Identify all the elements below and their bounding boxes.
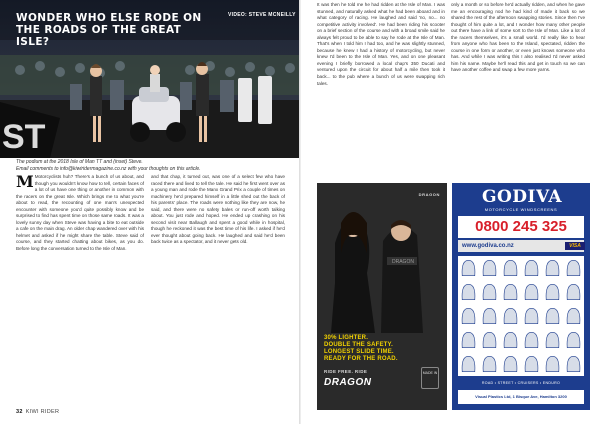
godiva-advert (452, 183, 590, 410)
page-footer (16, 409, 59, 415)
windscreen-thumbnail-28 (525, 356, 538, 371)
windscreen-thumbnail-1 (462, 260, 475, 275)
windscreen-thumbnail-12 (567, 284, 580, 299)
slogan-line-4: READY FOR THE ROAD. (324, 356, 398, 362)
godiva-phone: 0800 245 325 (458, 216, 584, 238)
windscreen-thumbnail-9 (504, 284, 517, 299)
windscreen-thumbnail-16 (525, 308, 538, 323)
windscreen-thumbnail-18 (567, 308, 580, 323)
right-body-column-2: only a month or so before he'd actually ridden, and when he gave me an encouraging nod he had kind of made it back so we shared the rest of the afternoon swapping stories. Since then I've thought of him quite a lot, and I wonder how many other people out there have a link of some sort to the Isle of Man. Like a lot of the racers themselves, it's a small world. I'd really like to hear from anyone who has been to the Island, spectated, ridden the course in one form or another, or even just knows someone who has. And while I was writing this I also realised I'd never asked him his name. Maybe he'll read this and get in touch so we can have another coffee and swap a few more yarns. (451, 2, 585, 73)
photo-credit: VIDEO: STEVE MCNEILLY (228, 12, 296, 18)
slogan-line-1: 30% LIGHTER. (324, 335, 369, 341)
windscreen-thumbnail-29 (546, 356, 559, 371)
windscreen-thumbnail-21 (504, 332, 517, 347)
dragon-slogan (324, 335, 414, 363)
windscreen-thumbnail-2 (483, 260, 496, 275)
windscreen-thumbnail-5 (546, 260, 559, 275)
dragon-logo-top: DRAGON (418, 192, 440, 197)
caption-line-1: The podium at the 2018 Isle of Man TT and (inset) Steve. (16, 159, 143, 165)
left-column-1-text: Motorcyclists huh? There's a bunch of us about, and though you wouldn't know how to tell, certain faces of a lot of us have one thing or another in common with the racers on the great Isle. Which brings me to what you're about to read, the recounting of one man's unexpected encounter with someone you'd quite possibly know and be surprised to find has spent time on those same roads. It was a lovely sunny day when Steve was having a bite to eat outside a cafe on the main drag. An older chap wandered over with his helmet and asked if he might share the table. Steve said of course, and they started chatting about bikes, as you do. Before long the conversation turned to the Isle of Man. (16, 174, 144, 252)
headline-line-2: THE ROADS OF THE GREAT ISLE? (16, 24, 182, 48)
svg-text:ST: ST (2, 118, 46, 156)
windscreen-thumbnail-4 (525, 260, 538, 275)
photo-caption (16, 159, 286, 173)
dragon-ride-free: RIDE FREE. RIDE (324, 369, 368, 374)
visa-logo: VISA (565, 242, 585, 250)
windscreen-thumbnail-19 (462, 332, 475, 347)
caption-line-2: Email comments to info@kiwiridermagazine.co.nz with your thoughts on this article. (16, 166, 201, 172)
godiva-address: Visual Plastics Ltd, 1 Bisque Ave, Hamilton 3200 (458, 390, 584, 404)
right-body-column-1: It was then he told me he had ridden at the Isle of Man. I was stunned, and naturally asked what he had been aboard and in what category of racing. He laughed and said 'no, no... no competitive activity involved'. He had been riding his scooter on a brief section of the course and with a broad smile said he always felt proud to be able to say he rode at the Isle of Man. That's when I told him I had too, and he was slightly stunned, because he knew I had a history of motorcycling, but never knew I'd been to the Isle of Man. Yes, and on one pleasant evening I briefly borrowed a local chap's 350 Ducati and ventured upon the circuit for about half a mile then took it back... to the pub where a bunch of us were swapping rich tales. (317, 2, 445, 86)
windscreen-thumbnail-6 (567, 260, 580, 275)
windscreen-thumbnail-25 (462, 356, 475, 371)
page-number: 32 (16, 409, 23, 415)
windscreen-thumbnail-17 (546, 308, 559, 323)
svg-text:DRAGON: DRAGON (392, 259, 414, 265)
windscreen-thumbnail-26 (483, 356, 496, 371)
windscreen-product-grid (458, 256, 584, 376)
windscreen-thumbnail-7 (462, 284, 475, 299)
godiva-categories: ROAD • STREET • CRUISERS • ENDURO (481, 381, 561, 385)
godiva-brand: GODIVA (481, 187, 563, 207)
dragon-brand: DRAGON (324, 377, 372, 388)
slogan-line-3: LONGEST SLIDE TIME. (324, 349, 394, 355)
magazine-name: KIWI RIDER (25, 409, 60, 415)
article-headline (16, 12, 206, 48)
left-body-column-1 (16, 174, 144, 253)
drop-cap: M (16, 172, 34, 191)
windscreen-thumbnail-30 (567, 356, 580, 371)
hero-photo (0, 0, 299, 158)
windscreen-thumbnail-20 (483, 332, 496, 347)
windscreen-thumbnail-27 (504, 356, 517, 371)
windscreen-thumbnail-15 (504, 308, 517, 323)
windscreen-thumbnail-13 (462, 308, 475, 323)
windscreen-thumbnail-3 (504, 260, 517, 275)
windscreen-thumbnail-22 (525, 332, 538, 347)
windscreen-thumbnail-14 (483, 308, 496, 323)
slogan-line-2: DOUBLE THE SAFETY. (324, 342, 393, 348)
godiva-subtitle: MOTORCYCLE WINDSCREENS (484, 207, 558, 212)
windscreen-thumbnail-11 (546, 284, 559, 299)
dragon-advert (317, 183, 447, 410)
windscreen-thumbnail-10 (525, 284, 538, 299)
made-in-badge: MADE IN (421, 367, 439, 389)
headline-line-1: WONDER WHO ELSE RODE ON (16, 12, 202, 24)
godiva-website: www.godiva.co.nz (458, 240, 584, 252)
left-page (0, 0, 299, 424)
windscreen-thumbnail-8 (483, 284, 496, 299)
left-body-column-2: and that chap, it turned out, was one of a select few who have raced there and lived to tell the tale. He said he first went over as a young man and rode the Manx Grand Prix a couple of times on machinery he'd prepared himself in a little shed out the back of his parents' place. The roads were nothing like they are now, he said, and there were no safety bales or run-off worth talking about. You just rode and hoped. He ended up crashing on his second visit near Ballaugh and spent a good while in hospital, though he reckoned it was the best time of his life. I asked if he'd ever thought about going back. He laughed and said he'd been back twice as a spectator, and it never gets old. (151, 174, 285, 245)
windscreen-thumbnail-24 (567, 332, 580, 347)
windscreen-thumbnail-23 (546, 332, 559, 347)
right-page (301, 0, 600, 424)
